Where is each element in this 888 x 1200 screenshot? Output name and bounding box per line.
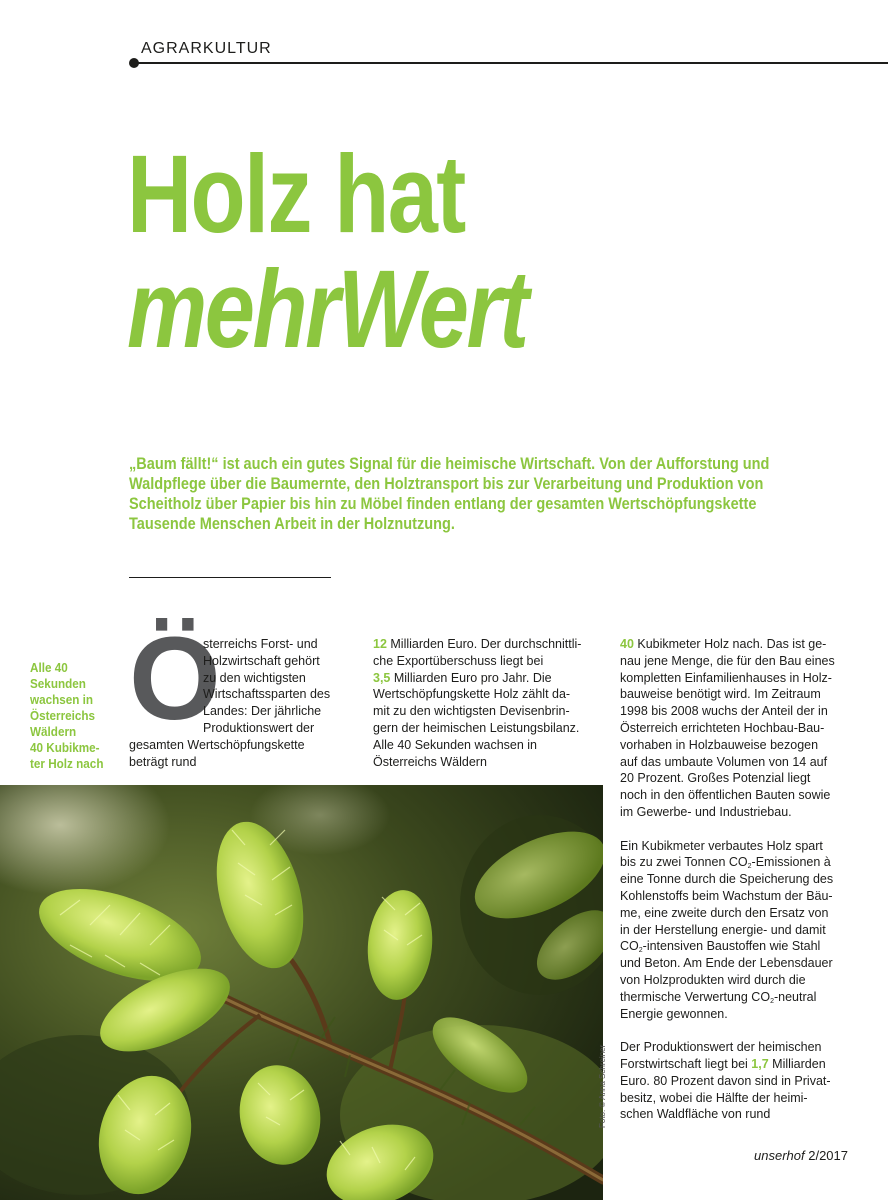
text-line: beträgt rund: [129, 754, 197, 769]
highlight-number: 40: [620, 637, 634, 651]
text-line: gern der heimischen Leistungsbilanz.: [373, 720, 580, 735]
text-line: sterreichs Forst- und: [203, 637, 318, 651]
pull-quote-line: wachsen in: [30, 692, 94, 707]
title-line-1: Holz hat: [127, 133, 465, 256]
text-line: Österreichs Wäldern: [373, 754, 487, 769]
pull-quote-line: Sekunden: [30, 676, 86, 691]
spruce-branch-photo: [0, 785, 603, 1200]
title-line-2: mehrWert: [127, 248, 527, 371]
column-2: [373, 636, 603, 770]
text-fragment: Kubikmeter Holz nach. Das ist ge-: [633, 637, 827, 651]
text-line: me, eine zweite durch den Ersatz von: [620, 905, 829, 920]
text-line: nau jene Menge, die für den Bau eines: [620, 653, 835, 668]
text-line: Euro. 80 Prozent davon sind in Privat-: [620, 1073, 831, 1088]
spruce-branch-illustration: [0, 785, 603, 1200]
header-rule: [134, 62, 888, 64]
text-line: Österreich errichteten Hochbau-Bau-: [620, 720, 825, 735]
text-fragment: Milliarden Euro. Der durchschnittli-: [386, 637, 582, 651]
text-fragment: CO: [620, 939, 639, 954]
text-line: Wirtschaftssparten des: [203, 687, 331, 702]
lead-line: Scheitholz über Papier bis hin zu Möbel finden entlang der gesamten Wertschöpfungskette: [129, 495, 757, 513]
text-line: Produktionswert der: [203, 720, 315, 735]
drop-cap: Ö: [129, 613, 221, 745]
text-line: kompletten Einfamilienhauses in Holz-: [620, 670, 832, 685]
pull-quote-line: Wäldern: [30, 724, 77, 739]
text-line: [373, 636, 603, 653]
text-line: Energie gewonnen.: [620, 1006, 728, 1021]
pull-quote: [30, 660, 120, 772]
paragraph-gap: [620, 1022, 855, 1039]
text-line: auf das umbaute Volumen von 14 auf: [620, 754, 828, 769]
text-line: zu den wichtigsten: [203, 670, 306, 685]
text-fragment: Milliarden Euro pro Jahr. Die: [390, 670, 552, 685]
text-line: in der Herstellung energie- und damit: [620, 922, 826, 937]
highlight-number: 3,5: [373, 670, 391, 685]
text-line: gesamten Wertschöpfungskette: [129, 738, 305, 752]
text-line: Kohlenstoffs beim Wachstum der Bäu-: [620, 888, 833, 903]
subscript: 2: [770, 997, 774, 1005]
text-line: noch in den öffentlichen Bauten sowie: [620, 788, 831, 803]
issue-number: 2/2017: [804, 1148, 848, 1163]
text-line: [620, 989, 855, 1006]
page-footer: [754, 1148, 848, 1163]
pull-quote-line: ter Holz nach: [30, 756, 104, 771]
text-fragment: thermische Verwertung CO: [620, 989, 771, 1004]
text-line: eine Tonne durch die Speicherung des: [620, 872, 834, 887]
text-line: schen Waldfläche von rund: [620, 1107, 771, 1122]
lead-line: „Baum fällt!“ ist auch ein gutes Signal für die heimische Wirtschaft. Von der Aufforstung und: [129, 455, 770, 473]
paragraph-gap: [620, 821, 855, 838]
text-line: Alle 40 Sekunden wachsen in: [373, 737, 538, 752]
text-fragment: -intensiven Baustoffen wie Stahl: [642, 939, 821, 954]
text-line: im Gewerbe- und Industriebau.: [620, 804, 792, 819]
text-line: vorhaben in Holzbauweise bezogen: [620, 737, 819, 752]
text-line: Ein Kubikmeter verbautes Holz spart: [620, 838, 823, 853]
lead-paragraph: [129, 454, 849, 534]
text-fragment: -neutral: [773, 989, 817, 1004]
pull-quote-line: Alle 40: [30, 660, 68, 675]
text-line: [620, 938, 855, 955]
text-line: Wertschöpfungskette Holz zählt da-: [373, 687, 571, 702]
photo-credit: Foto: © Anna Schreiner: [598, 1044, 607, 1128]
text-line: bauweise benötigt wird. Im Zeitraum: [620, 687, 821, 702]
text-line: [620, 854, 855, 871]
divider: [129, 577, 331, 578]
column-1: [203, 636, 373, 737]
text-line: [373, 670, 603, 687]
text-line: 20 Prozent. Großes Potenzial liegt: [620, 771, 811, 786]
text-fragment: Milliarden: [768, 1056, 826, 1071]
subscript: 2: [638, 947, 643, 955]
text-line: che Exportüberschuss liegt bei: [373, 653, 544, 668]
text-line: und Beton. Am Ende der Lebensdauer: [620, 956, 833, 971]
pull-quote-line: Österreichs: [30, 708, 96, 723]
text-line: [620, 1056, 855, 1073]
section-label: AGRARKULTUR: [141, 40, 272, 57]
pull-quote-line: 40 Kubikme-: [30, 740, 100, 755]
text-line: mit zu den wichtigsten Devisenbrin-: [373, 704, 570, 719]
highlight-number: 1,7: [751, 1056, 769, 1071]
text-line: Der Produktionswert der heimischen: [620, 1040, 822, 1055]
text-fragment: bis zu zwei Tonnen CO: [620, 855, 748, 870]
text-fragment: -Emissionen à: [751, 855, 831, 870]
lead-line: Waldpflege über die Baumernte, den Holztransport bis zur Verarbeitung und Produktion von: [129, 475, 764, 493]
magazine-name: unserhof: [754, 1148, 805, 1163]
text-line: von Holzprodukten wird durch die: [620, 972, 806, 987]
text-line: [620, 636, 855, 653]
text-line: besitz, wobei die Hälfte der heimi-: [620, 1090, 808, 1105]
text-line: Holzwirtschaft gehört: [203, 653, 320, 668]
text-line: Landes: Der jährliche: [203, 704, 322, 719]
column-3: [620, 636, 855, 1123]
highlight-number: 12: [373, 637, 387, 651]
column-1-continued: [129, 737, 374, 771]
lead-line: Tausende Menschen Arbeit in der Holznutzung.: [129, 515, 455, 533]
text-line: 1998 bis 2008 wuchs der Anteil der in: [620, 704, 828, 719]
subscript: 2: [747, 863, 752, 871]
text-fragment: Forstwirtschaft liegt bei: [620, 1056, 752, 1071]
